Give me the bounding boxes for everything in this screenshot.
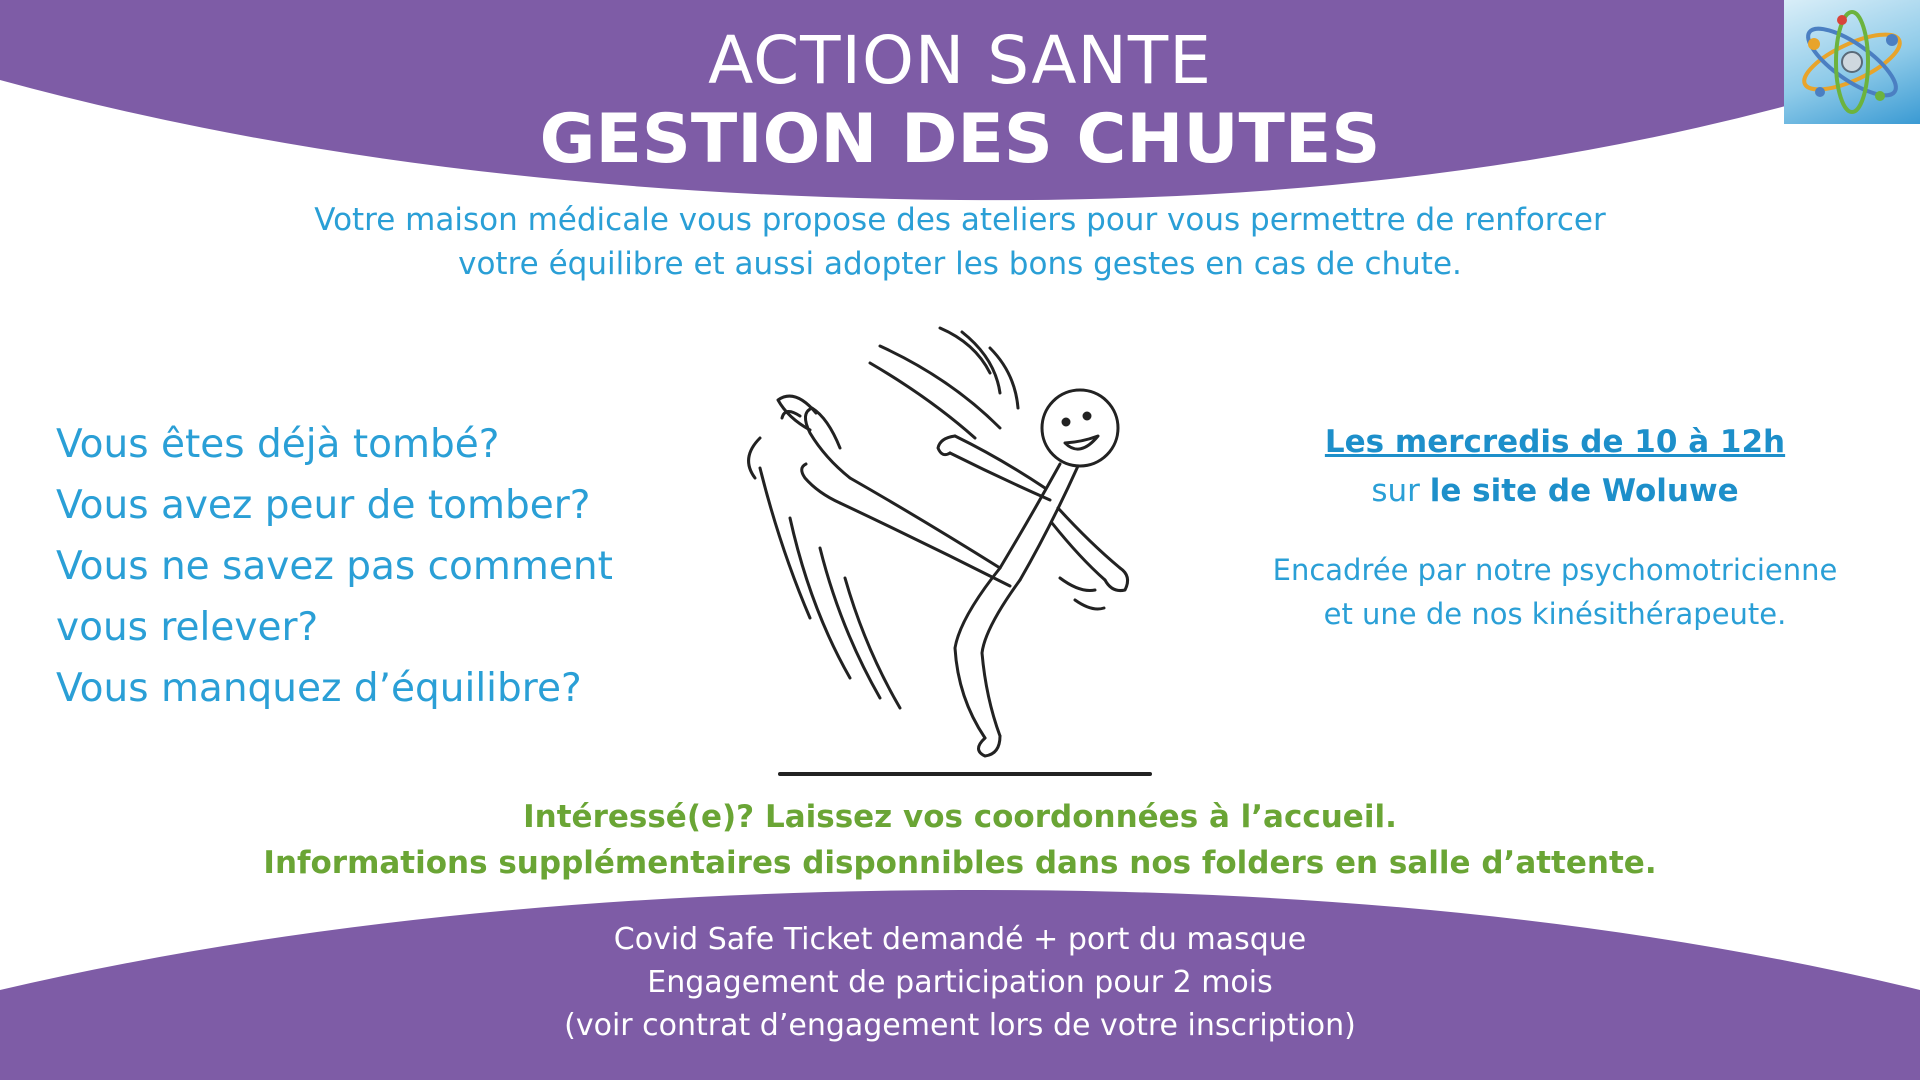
- footer-line-1: Covid Safe Ticket demandé + port du masque: [613, 922, 1307, 957]
- footer-line-2: Engagement de participation pour 2 mois: [647, 965, 1273, 1000]
- question-1: Vous êtes déjà tombé?: [56, 422, 500, 467]
- title-gestion-des-chutes: GESTION DES CHUTES: [539, 100, 1381, 179]
- call-to-action: [60, 794, 1860, 886]
- footer-line-3: (voir contrat d’engagement lors de votre inscription): [564, 1008, 1356, 1043]
- schedule-site-line: [1190, 467, 1920, 516]
- falling-stick-figure-illustration: [700, 318, 1170, 778]
- question-4: vous relever?: [56, 605, 319, 650]
- schedule-days: Les mercredis de 10 à 12h: [1324, 424, 1786, 460]
- cta-line-1: Intéressé(e)? Laissez vos coordonnées à l’accueil.: [523, 799, 1397, 835]
- title-action-sante: ACTION SANTE: [708, 22, 1212, 99]
- staff-line-2: et une de nos kinésithérapeute.: [1323, 597, 1787, 631]
- schedule-site: le site de Woluwe: [1429, 473, 1739, 509]
- intro-line-1: Votre maison médicale vous propose des ateliers pour vous permettre de renforcer: [314, 202, 1606, 238]
- question-2: Vous avez peur de tomber?: [56, 483, 591, 528]
- intro-line-2: votre équilibre et aussi adopter les bons gestes en cas de chute.: [458, 246, 1462, 282]
- cta-line-2: Informations supplémentaires disponnibles dans nos folders en salle d’attente.: [263, 845, 1657, 881]
- question-5: Vous manquez d’équilibre?: [56, 666, 582, 711]
- intro-text: [160, 198, 1760, 286]
- question-3: Vous ne savez pas comment: [56, 544, 613, 589]
- footer-notes: [160, 918, 1760, 1047]
- questions-list: [56, 414, 706, 719]
- staff-line-1: Encadrée par notre psychomotricienne: [1272, 553, 1838, 587]
- spacer: [1190, 516, 1920, 548]
- schedule-site-prefix: sur: [1371, 473, 1420, 509]
- schedule-info: [1190, 418, 1920, 636]
